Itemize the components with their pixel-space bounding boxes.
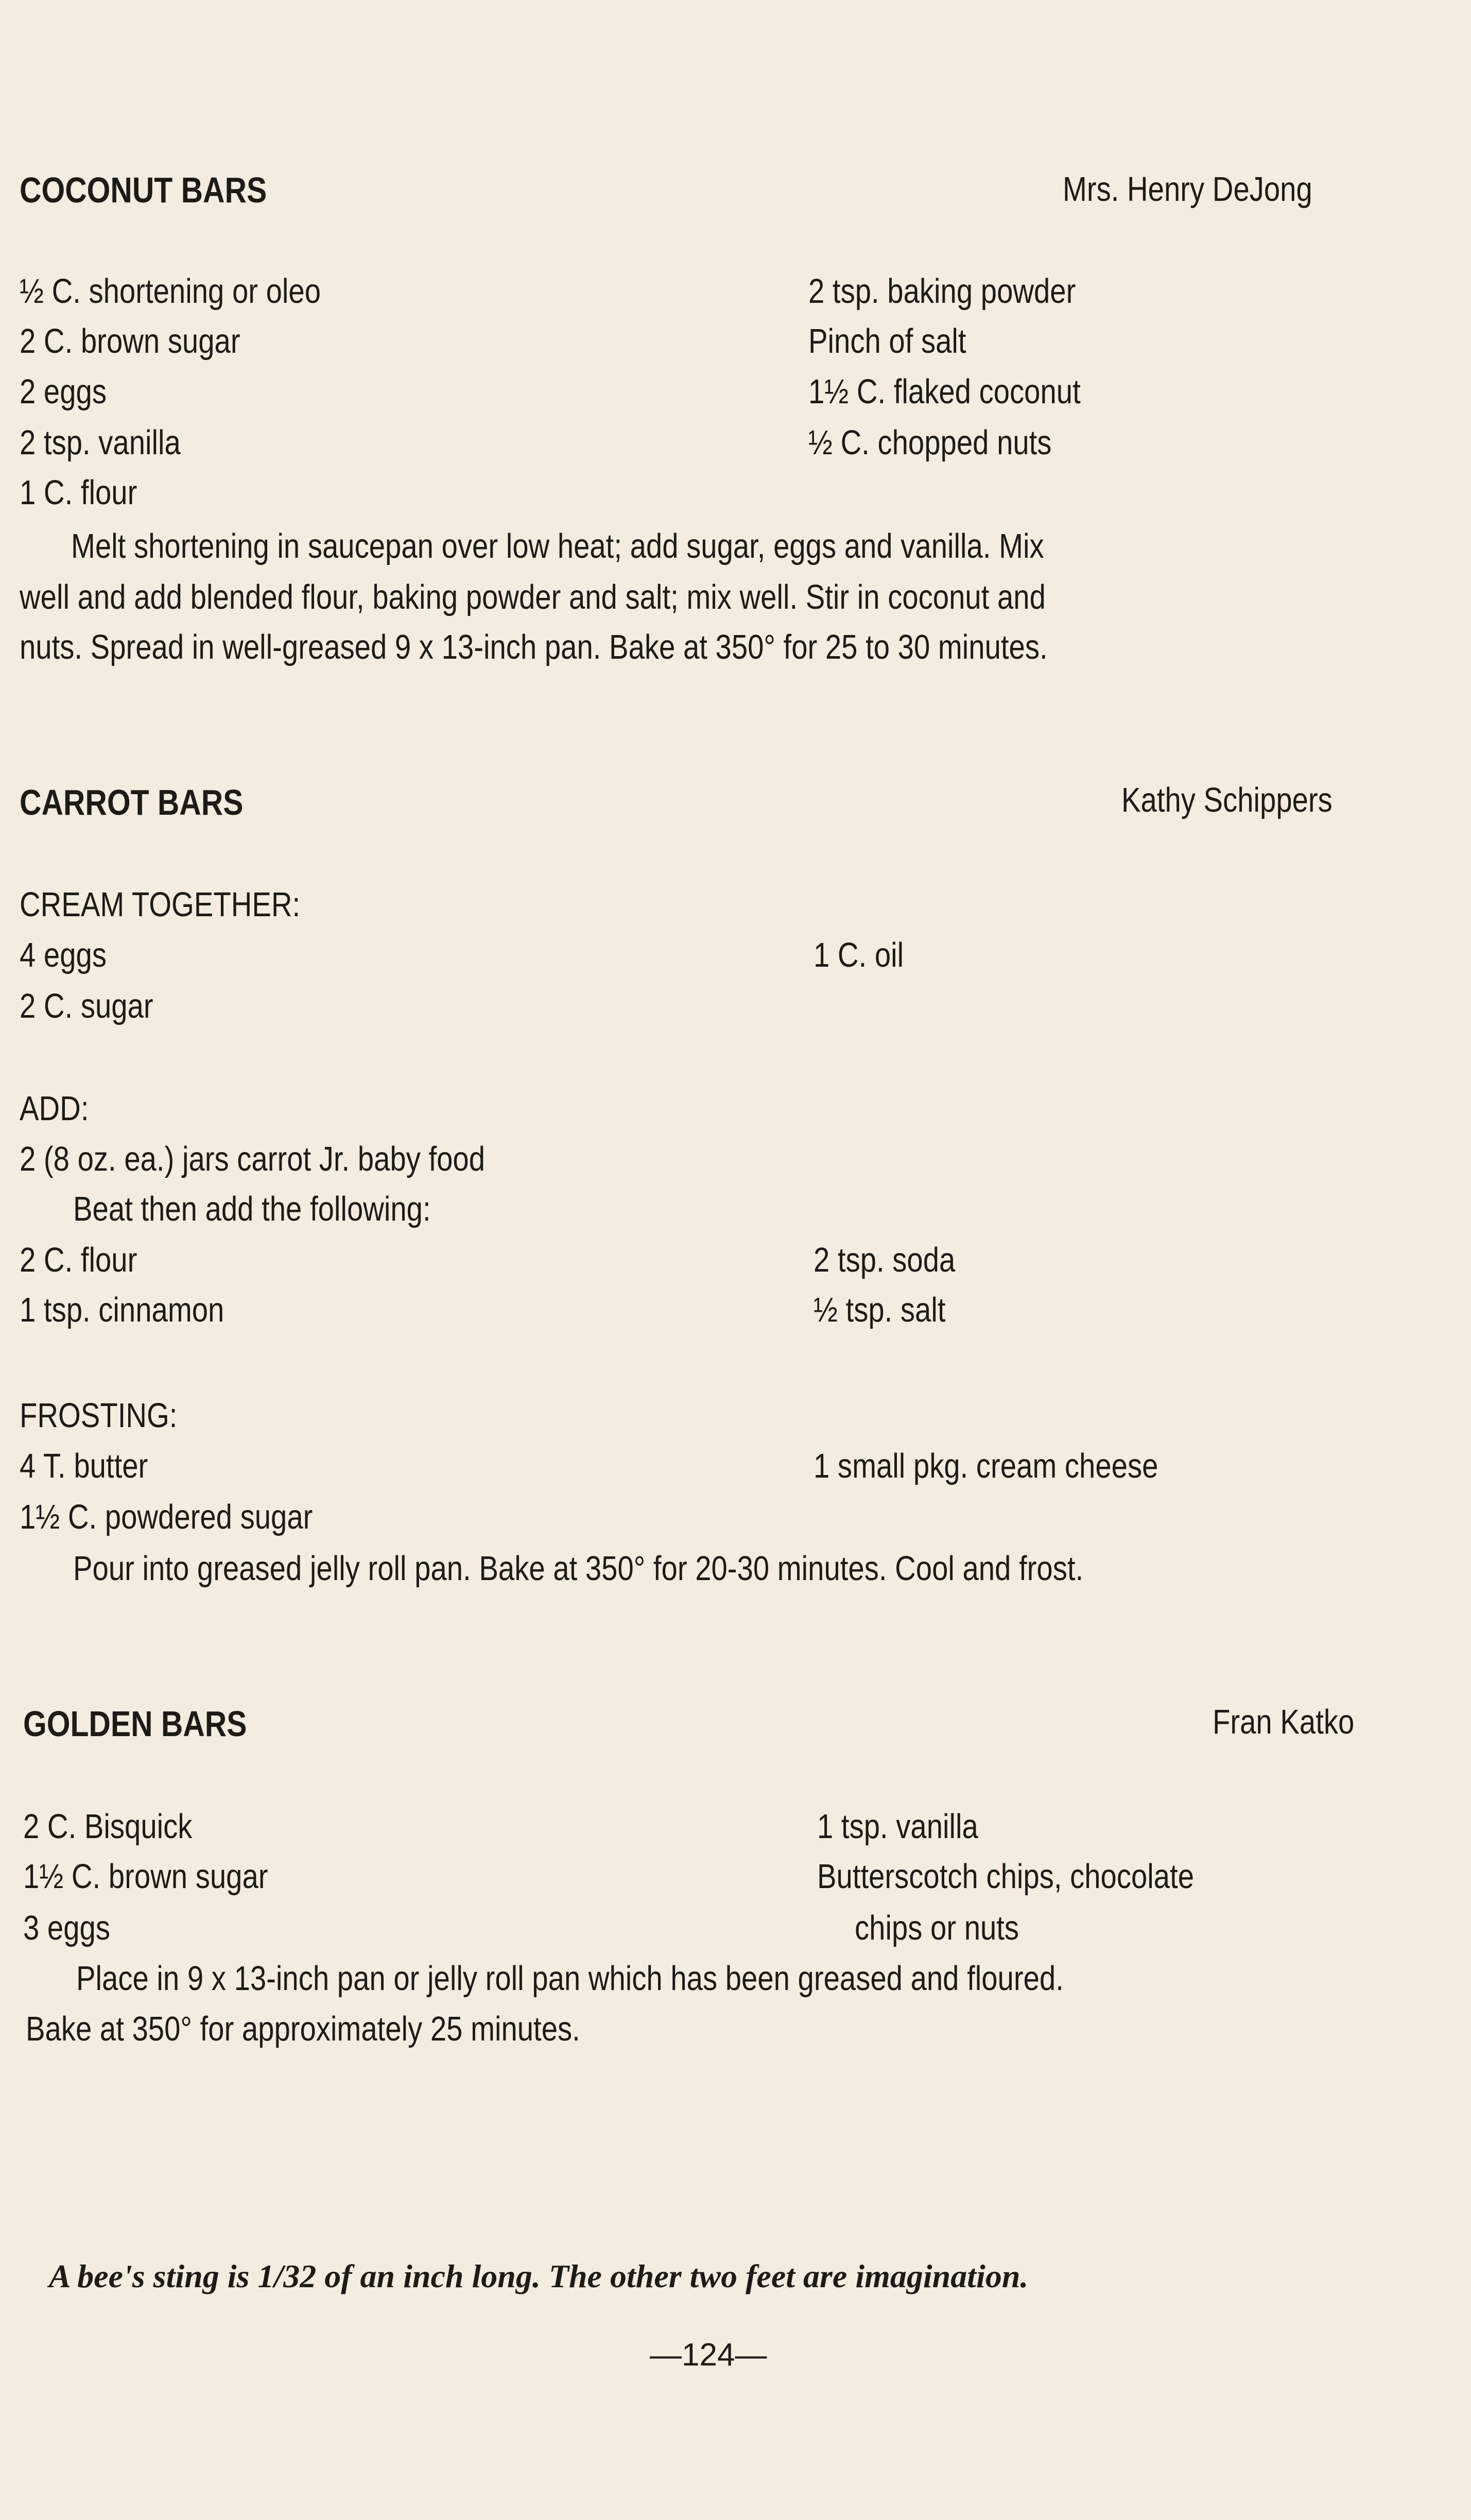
recipe-title-golden-bars: GOLDEN BARS (23, 1704, 247, 1744)
recipe-author-golden-bars: Fran Katko (1213, 1703, 1355, 1741)
recipe-title-coconut-bars: COCONUT BARS (20, 170, 267, 210)
directions-line: well and add blended flour, baking powder and salt; mix well. Stir in coconut and (20, 578, 1046, 616)
ingredient: 2 tsp. vanilla (20, 423, 181, 462)
recipe-author-coconut-bars: Mrs. Henry DeJong (1063, 170, 1312, 209)
recipe-author-carrot-bars: Kathy Schippers (1121, 781, 1332, 819)
ingredient: 2 C. flour (20, 1241, 137, 1279)
ingredient: 2 C. brown sugar (20, 322, 240, 361)
directions-line: nuts. Spread in well-greased 9 x 13-inch pan. Bake at 350° for 25 to 30 minutes. (20, 628, 1048, 666)
directions-line: Melt shortening in saucepan over low heat; add sugar, eggs and vanilla. Mix (71, 527, 1044, 565)
directions-line: Bake at 350° for approximately 25 minutes. (26, 2010, 580, 2048)
ingredient: 1½ C. powdered sugar (20, 1498, 313, 1536)
ingredient: 2 (8 oz. ea.) jars carrot Jr. baby food (20, 1140, 486, 1178)
ingredient: 1 C. oil (814, 936, 904, 974)
ingredient: ½ tsp. salt (814, 1291, 946, 1329)
page-number: —124— (650, 2337, 767, 2373)
section-heading: CREAM TOGETHER: (20, 885, 301, 924)
ingredient: 1½ C. flaked coconut (808, 372, 1081, 411)
filler-quote: A bee's sting is 1/32 of an inch long. The other two feet are imagination. (49, 2258, 1029, 2294)
ingredient: 2 eggs (20, 372, 107, 411)
ingredient: 2 C. Bisquick (23, 1807, 193, 1846)
ingredient: 1 tsp. cinnamon (20, 1291, 224, 1329)
ingredient: ½ C. shortening or oleo (20, 272, 321, 311)
ingredient: Butterscotch chips, chocolate (817, 1857, 1195, 1896)
ingredient: 2 tsp. baking powder (808, 272, 1076, 311)
ingredient: 1 C. flour (20, 473, 137, 512)
ingredient: chips or nuts (855, 1909, 1019, 1947)
ingredient: 3 eggs (23, 1909, 110, 1947)
ingredient: 4 T. butter (20, 1447, 148, 1485)
ingredient: 2 tsp. soda (814, 1241, 956, 1279)
section-heading: ADD: (20, 1089, 89, 1128)
section-heading: FROSTING: (20, 1396, 178, 1435)
recipe-title-carrot-bars: CARROT BARS (20, 782, 244, 822)
ingredient: 4 eggs (20, 936, 107, 974)
directions-line: Place in 9 x 13-inch pan or jelly roll pan which has been greased and floured. (76, 1959, 1064, 1998)
ingredient: 1 small pkg. cream cheese (814, 1447, 1158, 1485)
ingredient: ½ C. chopped nuts (808, 423, 1052, 462)
ingredient: 1½ C. brown sugar (23, 1857, 268, 1896)
instruction-line: Beat then add the following: (73, 1190, 431, 1228)
ingredient: Pinch of salt (808, 322, 966, 361)
ingredient: 1 tsp. vanilla (817, 1807, 978, 1846)
ingredient: 2 C. sugar (20, 987, 153, 1025)
directions-line: Pour into greased jelly roll pan. Bake at 350° for 20-30 minutes. Cool and frost. (73, 1549, 1084, 1588)
